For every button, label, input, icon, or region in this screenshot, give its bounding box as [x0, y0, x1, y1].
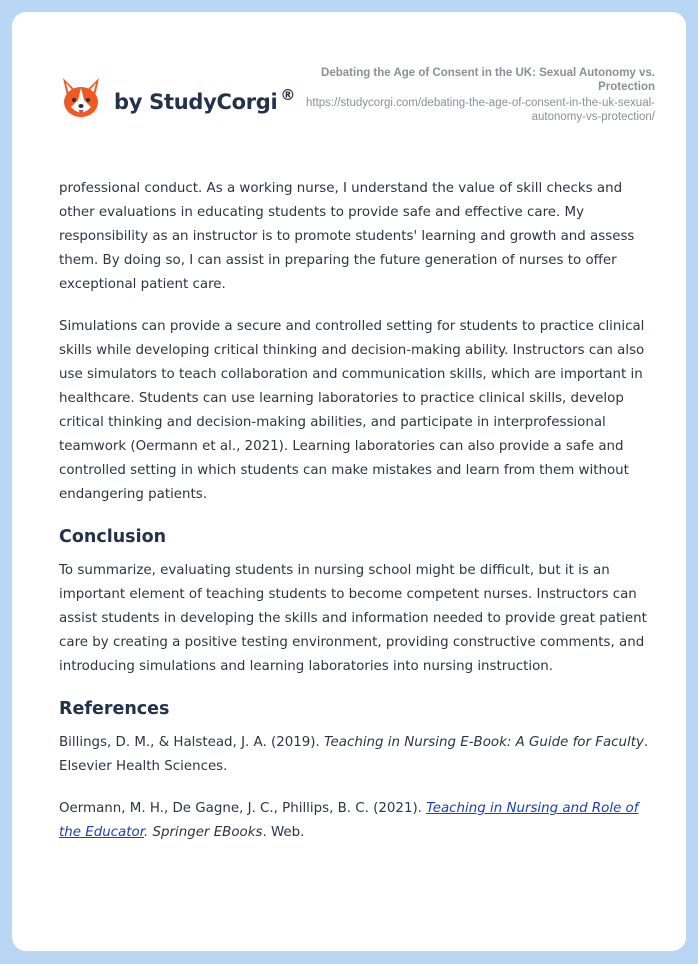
reference-separator: .: [143, 825, 153, 840]
reference-tail: . Web.: [262, 825, 305, 840]
document-url[interactable]: https://studycorgi.com/debating-the-age-of-consent-in-the-uk-sexual-autonomy-vs-protection/: [305, 97, 655, 123]
reference-publisher: Springer EBooks: [152, 825, 263, 840]
brand-text: by StudyCorgi: [114, 90, 278, 114]
reference-title: Teaching in Nursing E-Book: A Guide for Faculty: [324, 735, 644, 750]
corgi-head-icon: [60, 76, 102, 120]
reference-item: [59, 731, 659, 779]
reference-authors: Oermann, M. H., De Gagne, J. C., Phillips, B. C. (2021).: [59, 801, 427, 816]
conclusion-paragraph: To summarize, evaluating students in nursing school might be difficult, but it is an important element of teaching students to become competent nurses. Instructors can assist students in developing the skills and information needed to provide great patient care by creating a positive testing environment, providing constructive comments, and introducing simulations and learning laboratories into nursing instruction.: [59, 563, 647, 674]
document-title: Debating the Age of Consent in the UK: Sexual Autonomy vs. Protection: [321, 67, 655, 93]
reference-authors: Billings, D. M., & Halstead, J. A. (2019).: [59, 735, 325, 750]
brand-name: [114, 86, 296, 114]
reference-title[interactable]: Teaching in Nursing and Role of the Educator: [59, 801, 639, 840]
document-body: [59, 177, 659, 863]
references-heading: References: [59, 699, 170, 719]
studycorgi-logo[interactable]: [60, 76, 295, 120]
reference-item: [59, 797, 659, 845]
registered-mark: ®: [280, 86, 296, 104]
body-paragraph: professional conduct. As a working nurse, I understand the value of skill checks and other evaluations in educating students to provide safe and effective care. My responsibility as an instructor is to promote students' learning and growth and assess them. By doing so, I can assist in preparing the future generation of nurses to offer exceptional patient care.: [59, 181, 635, 292]
document-page: [12, 12, 686, 951]
conclusion-heading: Conclusion: [59, 527, 167, 547]
document-meta: [305, 66, 655, 124]
reference-source: . Elsevier Health Sciences.: [59, 735, 649, 774]
body-paragraph: Simulations can provide a secure and controlled setting for students to practice clinical skills while developing critical thinking and decision-making ability. Instructors can also use simulators to teach collaboration and communication skills, which are important in healthcare. Students can use learning laboratories to practice clinical skills, develop critical thinking and decision-making abilities, and participate in interprofessional teamwork (Oermann et al., 2021). Learning laboratories can also provide a safe and controlled setting in which students can make mistakes and learn from them without endangering patients.: [59, 319, 645, 502]
